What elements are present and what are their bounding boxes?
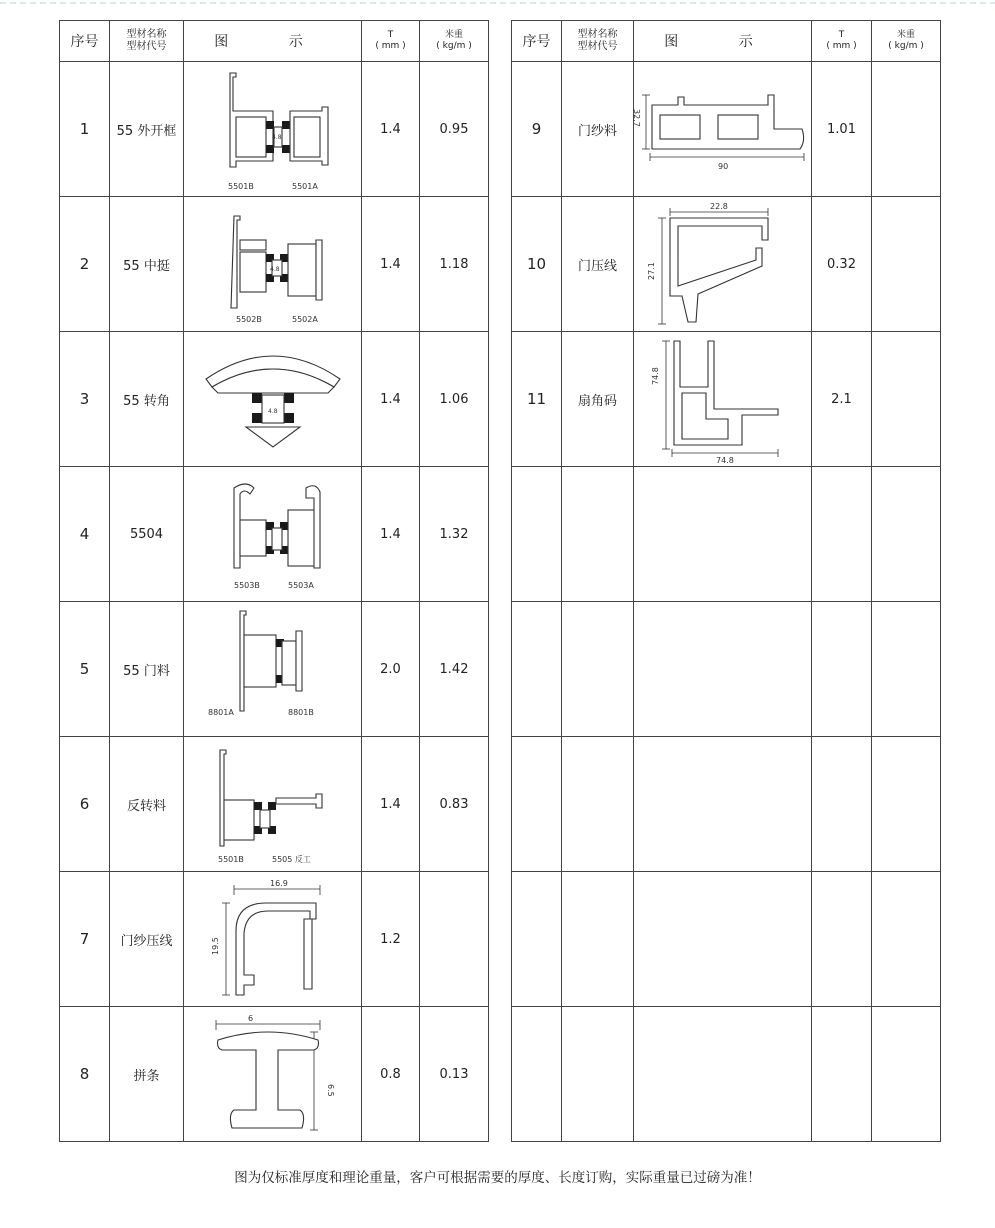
row-number: 1	[60, 62, 110, 197]
table-row	[512, 332, 941, 467]
table-row	[60, 737, 489, 872]
profile-drawing	[634, 467, 812, 602]
profile-screen-door-drawing	[631, 65, 808, 193]
profile-code-label: 5503B	[233, 581, 260, 590]
profile-table-left	[59, 20, 489, 1142]
thickness-value: 1.2	[362, 872, 420, 1007]
table-row	[512, 872, 941, 1007]
thickness-value: 1.4	[362, 62, 420, 197]
dimension-label: 4.8	[269, 266, 280, 273]
row-number	[512, 602, 562, 737]
header-name: 型材名称 型材代号	[562, 21, 634, 62]
profile-drawing	[184, 872, 362, 1007]
dimension-label: 16.9	[269, 879, 288, 888]
table-row	[512, 602, 941, 737]
profile-8801-drawing	[188, 605, 358, 733]
thickness-value: 1.4	[362, 737, 420, 872]
dimension-label: 90	[717, 162, 728, 171]
header-no: 序号	[512, 21, 562, 62]
thickness-value	[812, 467, 872, 602]
weight-value	[872, 62, 941, 197]
weight-value: 1.06	[420, 332, 489, 467]
header-weight: 米重 ( kg/m )	[420, 21, 489, 62]
row-number: 3	[60, 332, 110, 467]
profile-name: 55 门料	[110, 602, 184, 737]
profile-drawing	[634, 737, 812, 872]
weight-value	[872, 467, 941, 602]
header-figure: 图 示	[634, 21, 812, 62]
dimension-label: 6	[247, 1014, 253, 1023]
profile-drawing	[184, 467, 362, 602]
profile-5503-drawing	[188, 470, 358, 598]
profile-name: 扇角码	[562, 332, 634, 467]
profile-drawing	[184, 737, 362, 872]
dimension-label: 74.8	[715, 456, 734, 465]
row-number: 11	[512, 332, 562, 467]
thickness-value	[812, 602, 872, 737]
thickness-value: 1.4	[362, 332, 420, 467]
profile-5505-drawing	[188, 740, 358, 868]
row-number: 7	[60, 872, 110, 1007]
table-row	[60, 62, 489, 197]
weight-value	[872, 1007, 941, 1142]
dimension-label: 19.5	[210, 937, 220, 955]
table-row	[512, 62, 941, 197]
thickness-value: 1.4	[362, 467, 420, 602]
profile-drawing	[634, 1007, 812, 1142]
table-row	[60, 602, 489, 737]
profile-name: 55 转角	[110, 332, 184, 467]
table-row	[60, 467, 489, 602]
weight-value	[420, 872, 489, 1007]
profile-code-label: 5501A	[291, 182, 318, 191]
profile-code-label: 5503A	[287, 581, 314, 590]
profile-drawing	[184, 602, 362, 737]
dimension-label: 4.8	[267, 408, 278, 415]
profile-drawing	[634, 872, 812, 1007]
dimension-label: 27.1	[646, 262, 656, 280]
table-row	[512, 197, 941, 332]
profile-code-label: 5501B	[227, 182, 254, 191]
header-thickness: T ( mm )	[362, 21, 420, 62]
profile-drawing	[184, 62, 362, 197]
weight-value	[872, 737, 941, 872]
weight-value	[872, 872, 941, 1007]
table-row	[512, 737, 941, 872]
profile-code-label: 5502B	[235, 315, 262, 324]
row-number: 4	[60, 467, 110, 602]
profile-corner-drawing	[188, 335, 358, 463]
profile-code-label: 5501B	[217, 855, 244, 864]
thickness-value	[812, 872, 872, 1007]
row-number	[512, 872, 562, 1007]
profile-name: 门压线	[562, 197, 634, 332]
profile-5501-drawing	[188, 65, 358, 193]
profile-name: 5504	[110, 467, 184, 602]
weight-value	[872, 197, 941, 332]
table-row	[60, 1007, 489, 1142]
profile-drawing	[634, 197, 812, 332]
weight-value: 1.32	[420, 467, 489, 602]
profile-name: 门纱料	[562, 62, 634, 197]
row-number: 10	[512, 197, 562, 332]
profile-drawing	[631, 62, 812, 197]
profile-screen-bead-drawing	[188, 875, 358, 1003]
thickness-value: 0.8	[362, 1007, 420, 1142]
thickness-value: 2.1	[812, 332, 872, 467]
profile-name: 55 中挺	[110, 197, 184, 332]
profile-drawing	[634, 332, 812, 467]
profile-name	[562, 1007, 634, 1142]
weight-value: 1.18	[420, 197, 489, 332]
weight-value	[872, 332, 941, 467]
profile-name: 反转料	[110, 737, 184, 872]
weight-value: 0.95	[420, 62, 489, 197]
top-decorative-line	[0, 2, 995, 4]
profile-drawing	[184, 332, 362, 467]
profile-name	[562, 737, 634, 872]
thickness-value: 1.01	[812, 62, 872, 197]
header-figure: 图 示	[184, 21, 362, 62]
profile-name: 拼条	[110, 1007, 184, 1142]
header-no: 序号	[60, 21, 110, 62]
row-number: 8	[60, 1007, 110, 1142]
profile-code-label: 5502A	[291, 315, 318, 324]
thickness-value	[812, 1007, 872, 1142]
profile-name	[562, 602, 634, 737]
profile-5502-drawing	[188, 200, 358, 328]
header-name: 型材名称 型材代号	[110, 21, 184, 62]
profile-joint-strip-drawing	[188, 1010, 358, 1138]
profile-name	[562, 872, 634, 1007]
dimension-label: 22.8	[709, 202, 728, 211]
profile-table-right	[511, 20, 941, 1142]
profile-code-label: 8801B	[287, 708, 314, 717]
row-number: 2	[60, 197, 110, 332]
dimension-label: 74.8	[650, 367, 660, 385]
profile-code-label: 8801A	[207, 708, 234, 717]
row-number: 9	[512, 62, 562, 197]
dimension-label: 6.5	[325, 1084, 335, 1097]
header-thickness: T ( mm )	[812, 21, 872, 62]
thickness-value: 0.32	[812, 197, 872, 332]
profile-drawing	[184, 1007, 362, 1142]
row-number: 6	[60, 737, 110, 872]
header-weight: 米重 ( kg/m )	[872, 21, 941, 62]
weight-value: 0.83	[420, 737, 489, 872]
profile-corner-key-drawing	[638, 335, 808, 463]
table-row	[512, 1007, 941, 1142]
weight-value: 1.42	[420, 602, 489, 737]
profile-code-label: 5505 反工	[271, 855, 311, 864]
profile-door-bead-drawing	[638, 200, 808, 328]
weight-value: 0.13	[420, 1007, 489, 1142]
row-number	[512, 467, 562, 602]
footer-caption: 图为仅标准厚度和理论重量，客户可根据需要的厚度、长度订购，实际重量已过磅为准！	[234, 1170, 761, 1186]
profile-drawing	[184, 197, 362, 332]
table-header-row	[60, 21, 489, 62]
profile-name: 门纱压线	[110, 872, 184, 1007]
row-number	[512, 1007, 562, 1142]
table-row	[60, 872, 489, 1007]
thickness-value: 2.0	[362, 602, 420, 737]
profile-name	[562, 467, 634, 602]
profile-drawing	[634, 602, 812, 737]
row-number: 5	[60, 602, 110, 737]
thickness-value	[812, 737, 872, 872]
dimension-label: 32.7	[631, 109, 641, 127]
table-header-row	[512, 21, 941, 62]
table-row	[60, 332, 489, 467]
row-number	[512, 737, 562, 872]
profile-name: 55 外开框	[110, 62, 184, 197]
weight-value	[872, 602, 941, 737]
table-row	[60, 197, 489, 332]
thickness-value: 1.4	[362, 197, 420, 332]
table-row	[512, 467, 941, 602]
dimension-label: 4.8	[271, 134, 282, 141]
